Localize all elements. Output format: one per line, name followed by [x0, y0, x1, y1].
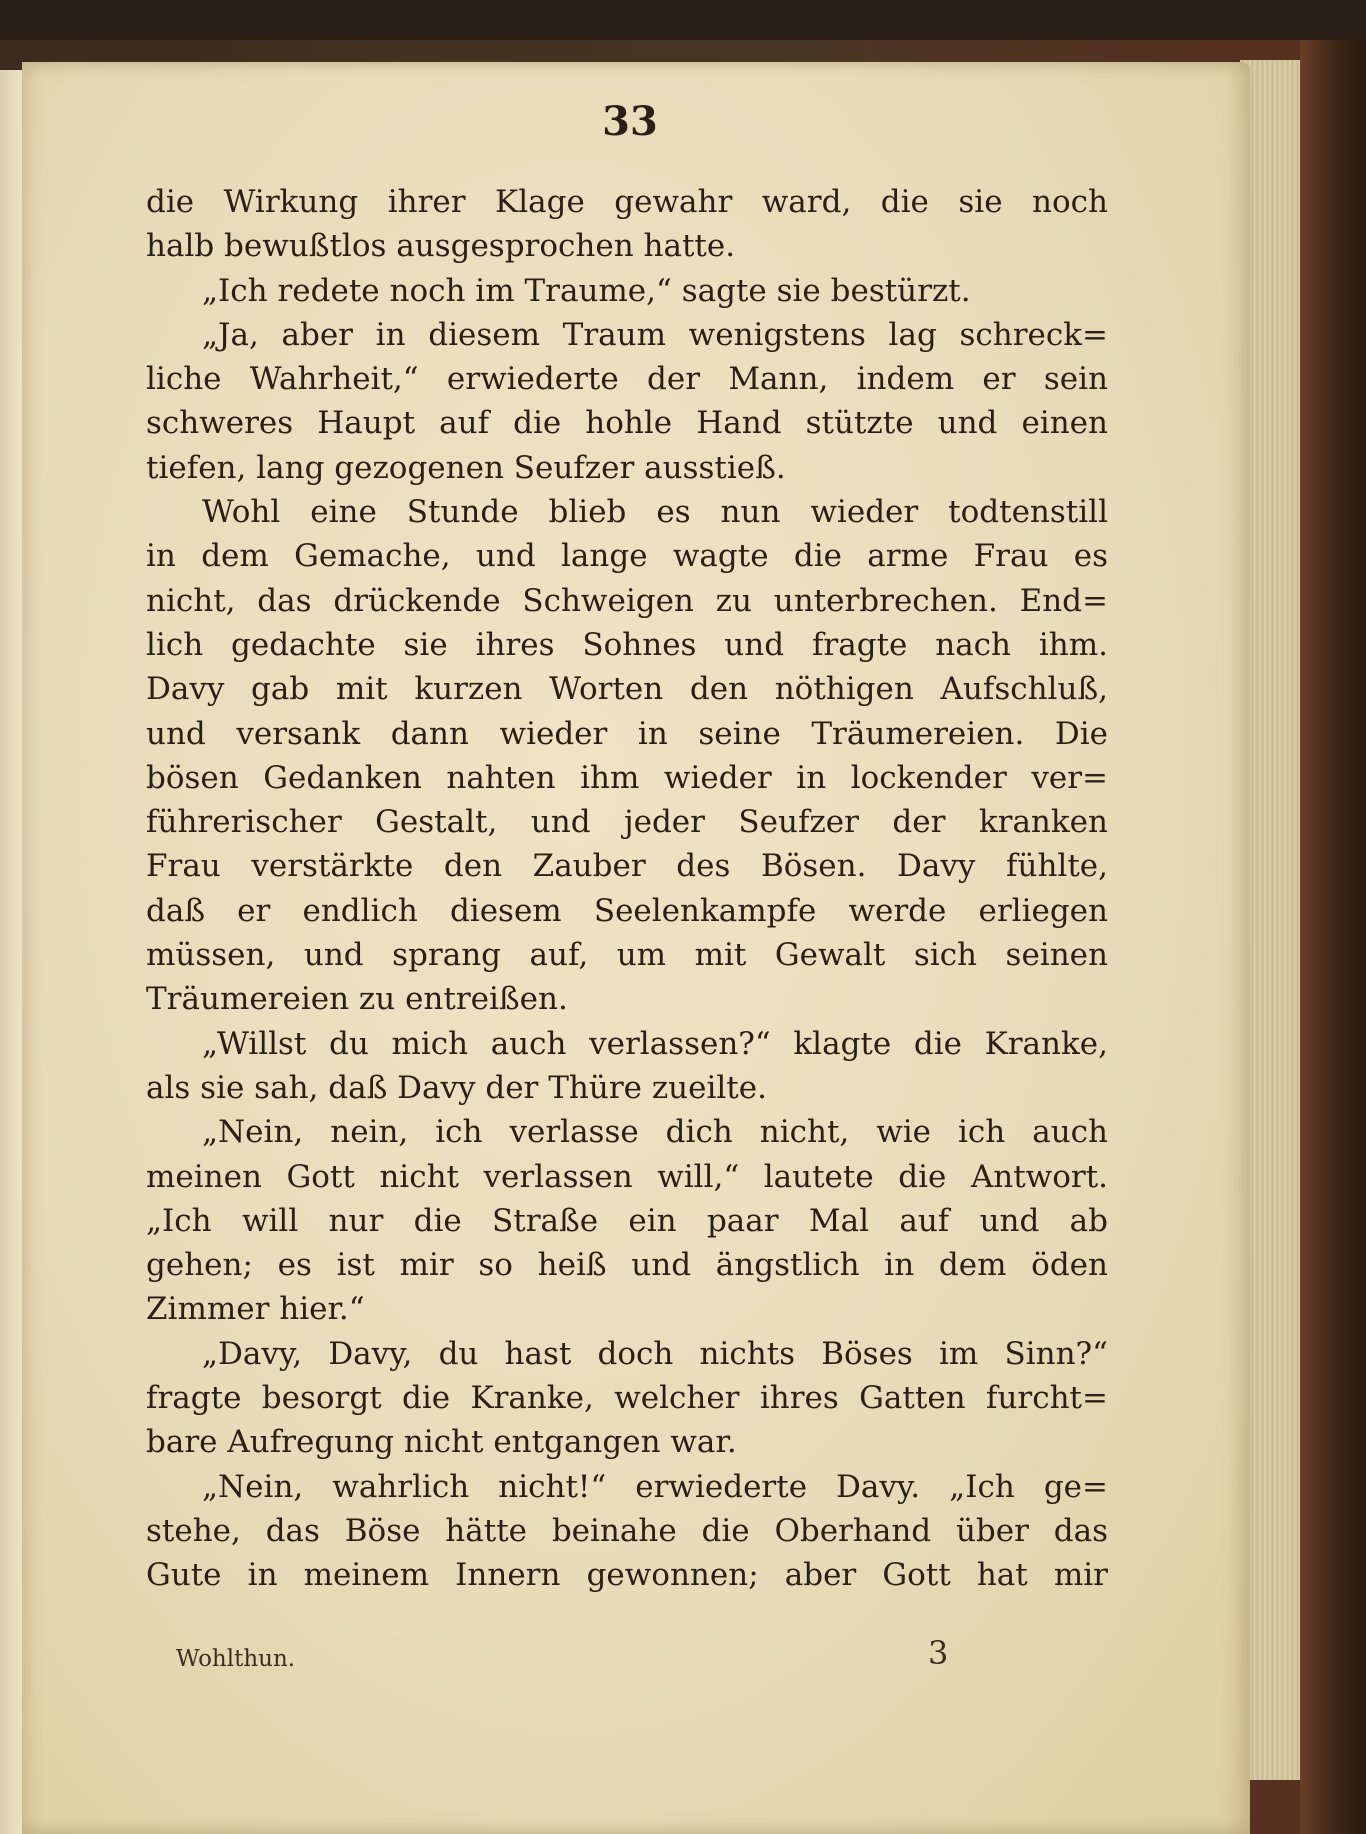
- text-line: schweres Haupt auf die hohle Hand stützte und einen: [146, 405, 1108, 442]
- text-line: „Willst du mich auch verlassen?“ klagte die Kranke,: [202, 1025, 1108, 1062]
- text-line: meinen Gott nicht verlassen will,“ lautete die Antwort.: [146, 1158, 1108, 1195]
- book-cover-edge: [1300, 40, 1366, 1834]
- text-line: halb bewußtlos ausgesprochen hatte.: [146, 228, 736, 265]
- text-line: liche Wahrheit,“ erwiederte der Mann, indem er sein: [146, 361, 1108, 398]
- text-line: Davy gab mit kurzen Worten den nöthigen Aufschluß,: [146, 671, 1108, 708]
- signature-mark: Wohlthun.: [176, 1646, 296, 1672]
- text-line: bösen Gedanken nahten ihm wieder in lockender ver=: [146, 759, 1108, 796]
- text-line: müssen, und sprang auf, um mit Gewalt sich seinen: [146, 937, 1108, 974]
- text-line: „Ich redete noch im Traume,“ sagte sie bestürzt.: [202, 272, 971, 309]
- text-line: Frau verstärkte den Zauber des Bösen. Davy fühlte,: [146, 848, 1108, 885]
- text-line: als sie sah, daß Davy der Thüre zueilte.: [146, 1069, 767, 1106]
- text-line: die Wirkung ihrer Klage gewahr ward, die sie noch: [146, 184, 1108, 220]
- text-line: „Ich will nur die Straße ein paar Mal auf und ab: [146, 1202, 1108, 1239]
- sheet-number: 3: [928, 1634, 949, 1672]
- text-line: nicht, das drückende Schweigen zu unterbrechen. End=: [146, 582, 1108, 619]
- page-number: 33: [602, 98, 658, 145]
- text-line: „Ja, aber in diesem Traum wenigstens lag schreck=: [202, 316, 1108, 353]
- body-text: [146, 180, 1108, 1598]
- text-line: daß er endlich diesem Seelenkampfe werde erliegen: [146, 892, 1108, 929]
- text-line: stehe, das Böse hätte beinahe die Oberhand über das: [146, 1512, 1108, 1549]
- text-line: Wohl eine Stunde blieb es nun wieder todtenstill: [202, 494, 1108, 531]
- text-line: Gute in meinem Innern gewonnen; aber Gott hat mir: [146, 1557, 1108, 1594]
- text-line: führerischer Gestalt, und jeder Seufzer der kranken: [146, 804, 1108, 841]
- text-line: in dem Gemache, und lange wagte die arme Frau es: [146, 538, 1108, 575]
- text-line: und versank dann wieder in seine Träumereien. Die: [146, 715, 1108, 752]
- text-line: „Nein, nein, ich verlasse dich nicht, wie ich auch: [202, 1114, 1108, 1151]
- text-line: fragte besorgt die Kranke, welcher ihres Gatten furcht=: [146, 1380, 1108, 1417]
- text-line: Zimmer hier.“: [146, 1291, 365, 1328]
- text-line: bare Aufregung nicht entgangen war.: [146, 1424, 737, 1461]
- text-line: „Davy, Davy, du hast doch nichts Böses im Sinn?“: [202, 1335, 1108, 1372]
- text-line: Träumereien zu entreißen.: [146, 981, 568, 1018]
- text-line: tiefen, lang gezogenen Seufzer ausstieß.: [146, 449, 786, 486]
- text-line: lich gedachte sie ihres Sohnes und fragte nach ihm.: [146, 626, 1108, 663]
- text-line: gehen; es ist mir so heiß und ängstlich in dem öden: [146, 1247, 1108, 1284]
- text-line: „Nein, wahrlich nicht!“ erwiederte Davy. „Ich ge=: [202, 1468, 1108, 1505]
